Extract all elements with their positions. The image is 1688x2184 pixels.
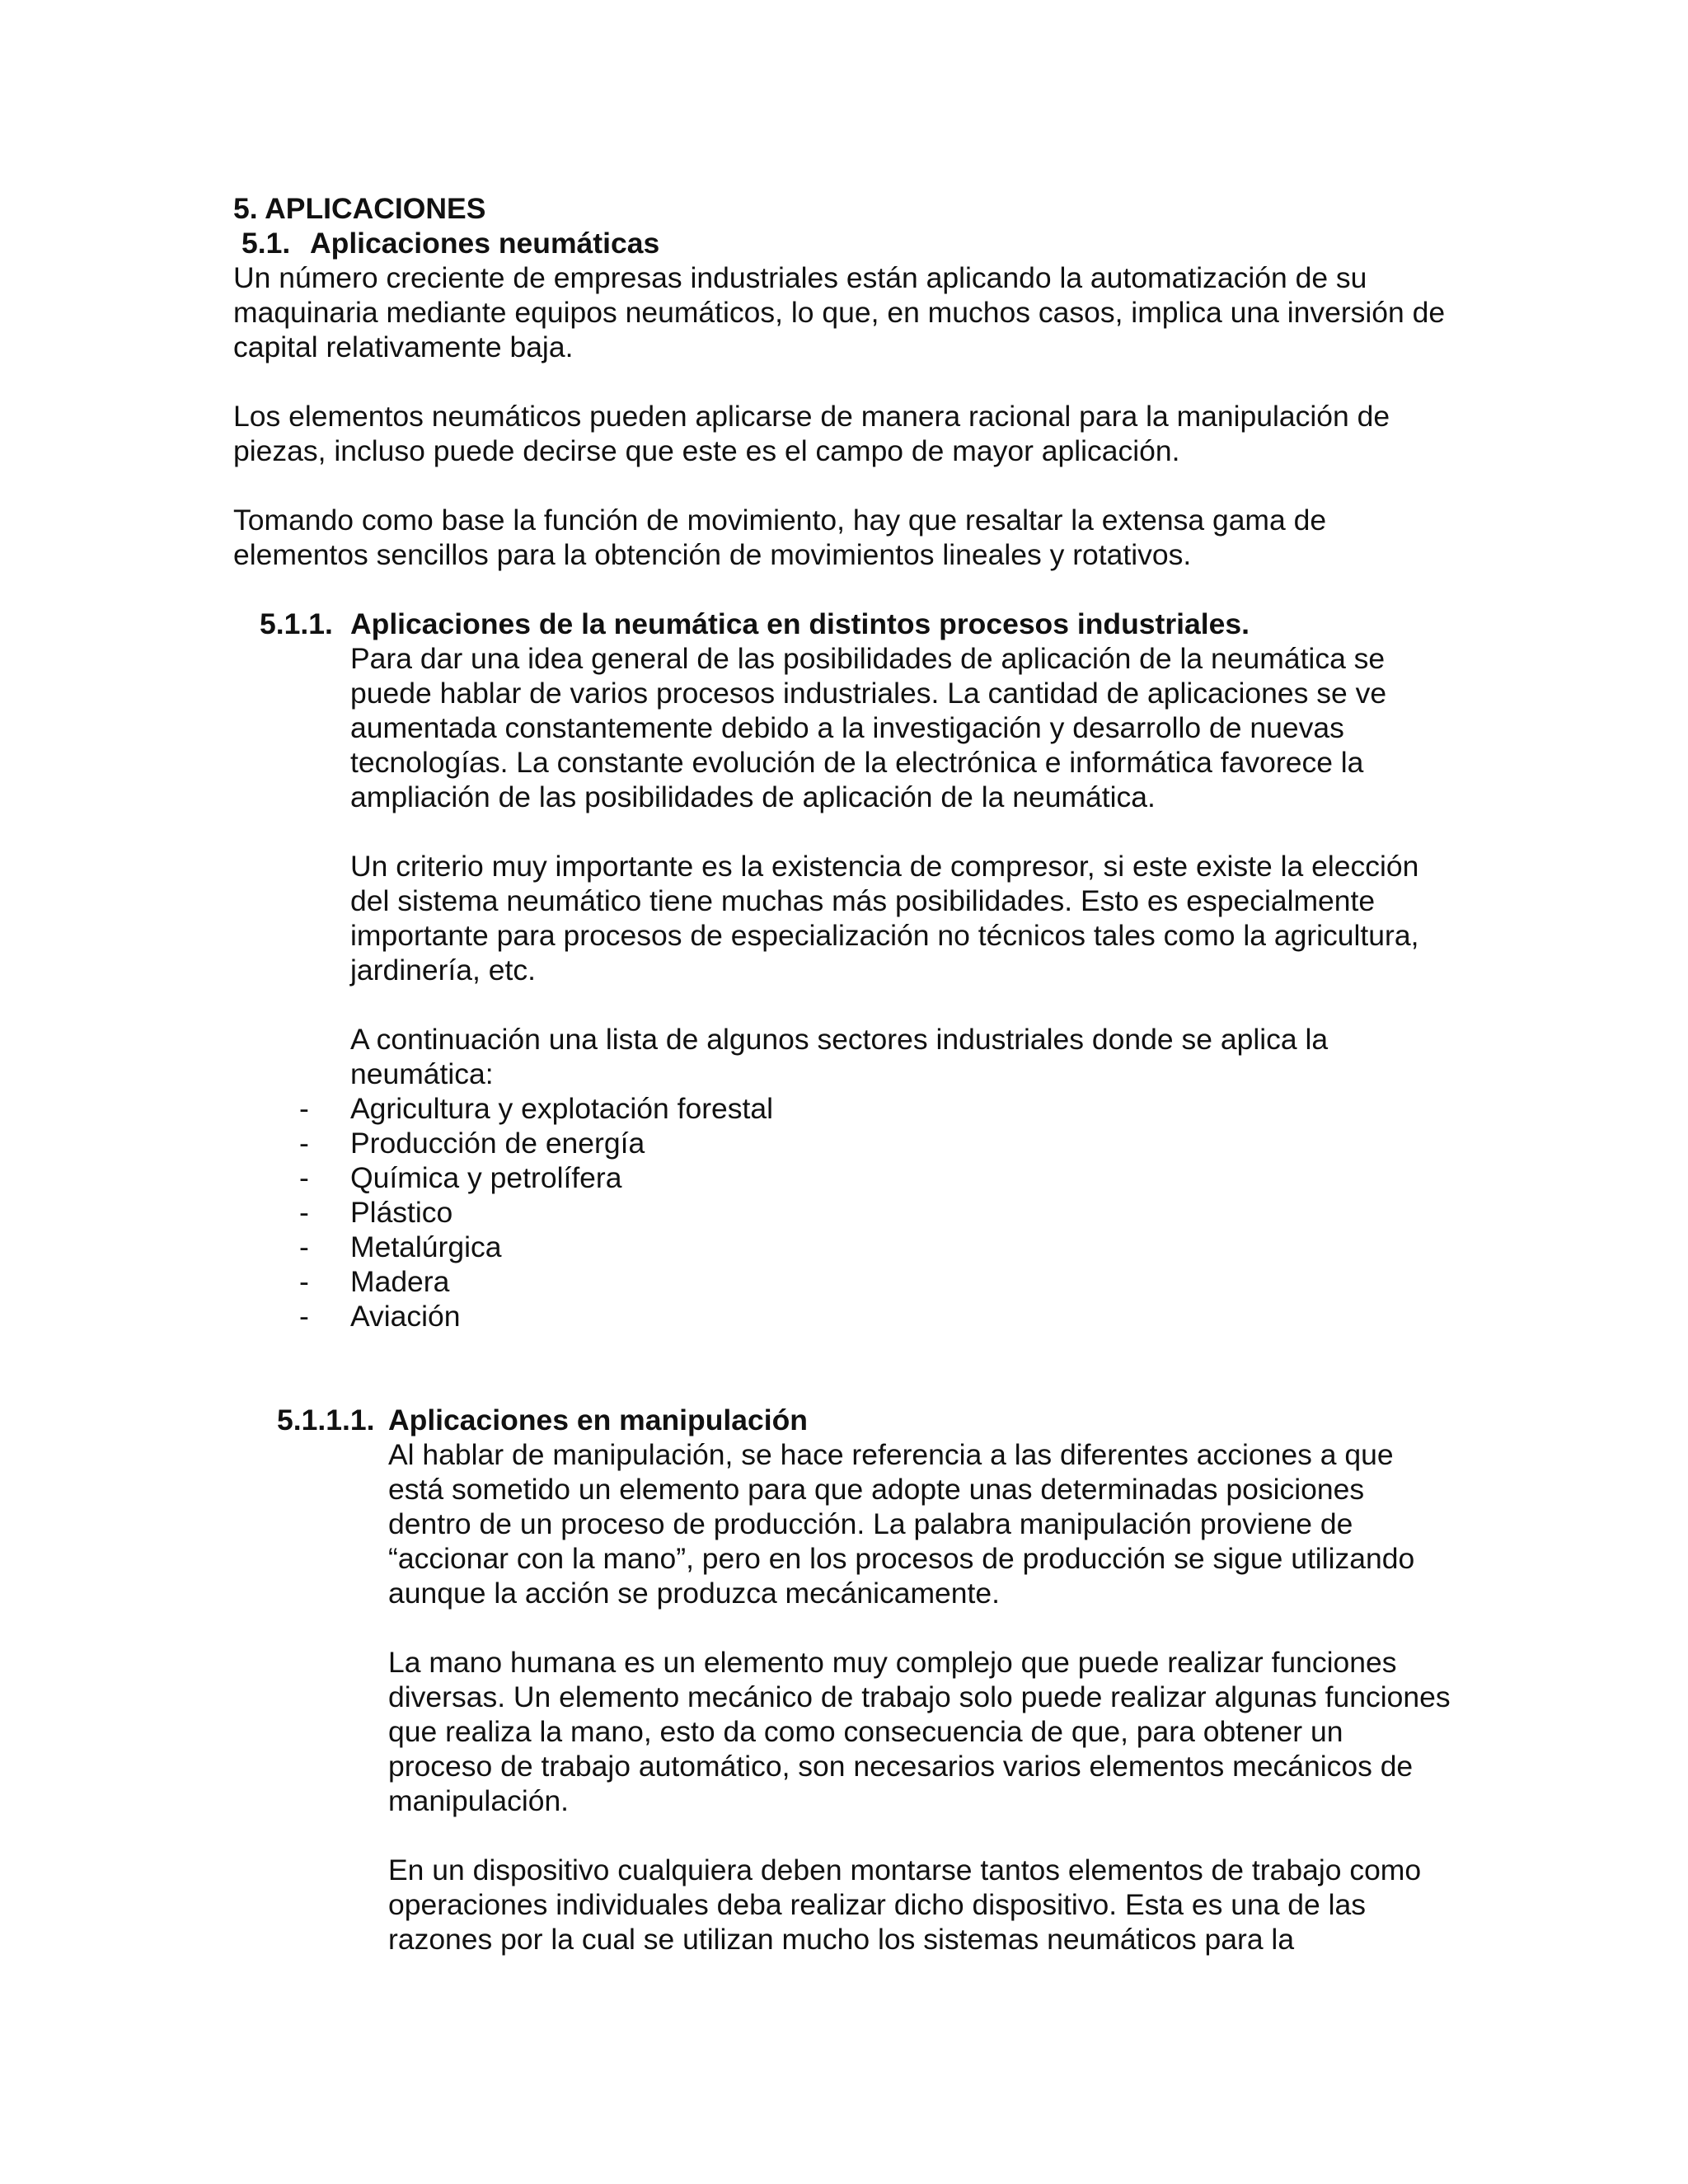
paragraph: En un dispositivo cualquiera deben montarse tantos elementos de trabajo como operaciones individuales deba realizar dicho dispositivo. Esta es una de las razones por la cual se utilizan mucho los sistemas neumáticos para la <box>388 1854 1422 1956</box>
paragraph: A continuación una lista de algunos sectores industriales donde se aplica la neumática: <box>350 1023 1329 1090</box>
list-item: - Química y petrolífera <box>299 1161 622 1194</box>
subsection-title: Aplicaciones neumáticas <box>310 227 660 260</box>
list-item: - Metalúrgica <box>299 1230 502 1263</box>
list-marker: - <box>299 1127 309 1160</box>
subsubsubsection-number: 5.1.1.1. <box>277 1404 375 1436</box>
list-item: - Aviación <box>299 1300 461 1333</box>
section-title: APLICACIONES <box>265 192 486 225</box>
paragraph: Tomando como base la función de movimiento, hay que resaltar la extensa gama de elementos sencillos para la obtención de movimientos lineales y rotativos. <box>233 504 1327 571</box>
list-marker: - <box>299 1092 309 1125</box>
section-heading <box>233 191 1453 226</box>
list-marker: - <box>299 1300 309 1333</box>
subsubsubsection-heading <box>233 1403 1453 1437</box>
sector-list <box>233 1091 1453 1333</box>
paragraph: Al hablar de manipulación, se hace referencia a las diferentes acciones a que está sometido un elemento para que adopte unas determinadas posiciones dentro de un proceso de producción. La palabra manipulación proviene de “accionar con la mano”, pero en los procesos de producción se sigue utilizando aunque la acción se produzca mecánicamente. <box>388 1438 1415 1610</box>
paragraph: Para dar una idea general de las posibilidades de aplicación de la neumática se puede hablar de varios procesos industriales. La cantidad de aplicaciones se ve aumentada constantemente debido a la investigación y desarrollo de nuevas tecnologías. La constante evolución de la electrónica e informática favorece la ampliación de las posibilidades de aplicación de la neumática. <box>350 642 1387 813</box>
list-marker: - <box>299 1230 309 1263</box>
subsubsection-title: Aplicaciones de la neumática en distintos procesos industriales. <box>350 607 1250 640</box>
paragraph: La mano humana es un elemento muy complejo que puede realizar funciones diversas. Un elemento mecánico de trabajo solo puede realizar algunas funciones que realiza la mano, esto da como consecuencia de que, para obtener un proceso de trabajo automático, son necesarios varios elementos mecánicos de manipulación. <box>388 1646 1451 1817</box>
list-marker: - <box>299 1265 309 1298</box>
subsubsubsection-title: Aplicaciones en manipulación <box>388 1404 808 1436</box>
subsection-heading <box>233 226 1453 260</box>
paragraph: Un número creciente de empresas industriales están aplicando la automatización de su maquinaria mediante equipos neumáticos, lo que, en muchos casos, implica una inversión de capital relativamente baja. <box>233 261 1446 363</box>
list-marker: - <box>299 1161 309 1194</box>
subsubsection-heading <box>233 607 1453 641</box>
paragraph: Un criterio muy importante es la existencia de compresor, si este existe la elección del sistema neumático tiene muchas más posibilidades. Esto es especialmente importante para procesos de especialización no técnicos tales como la agricultura, jardinería, etc. <box>350 850 1419 987</box>
document-body <box>233 191 1453 1957</box>
list-item: - Madera <box>299 1265 450 1298</box>
list-marker: - <box>299 1196 309 1229</box>
section-number: 5. <box>233 192 258 225</box>
subsubsection-number: 5.1.1. <box>260 607 333 640</box>
paragraph: Los elementos neumáticos pueden aplicarse de manera racional para la manipulación de piezas, incluso puede decirse que este es el campo de mayor aplicación. <box>233 400 1390 467</box>
subsection-number: 5.1. <box>241 227 291 260</box>
list-item: - Plástico <box>299 1196 453 1229</box>
list-item: - Producción de energía <box>299 1127 645 1160</box>
list-item: - Agricultura y explotación forestal <box>299 1092 774 1125</box>
